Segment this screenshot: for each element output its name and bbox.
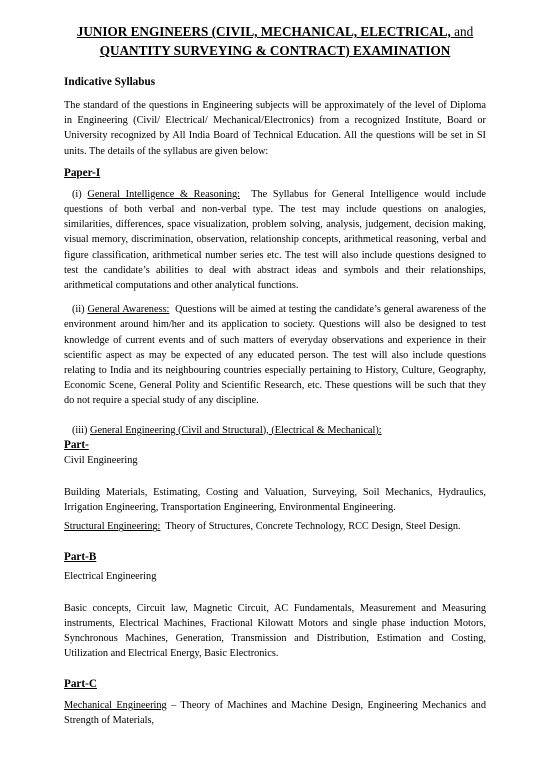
general-awareness-section (64, 302, 486, 408)
partB-heading: Part-B (64, 550, 97, 563)
partB-subject: Electrical Engineering (64, 570, 157, 582)
ga-title: General Awareness: (87, 304, 170, 316)
general-engineering-line (64, 423, 486, 438)
partB-topics: Basic concepts, Circuit law, Magnetic Circuit, AC Fundamentals, Measurement and Measuring instruments, Electrical Machines, Fractional Kilowatt Motors and single phase induction Motors, Synchronous Machines, Generation, Transmission and Distribution, Estimation and Costing, Utilization and Electrical Energy, Basic Electronics. (64, 602, 486, 660)
partC-line (64, 698, 486, 728)
gi-label: (i) (72, 188, 82, 200)
gi-title: General Intelligence & Reasoning: (87, 188, 240, 200)
partC-heading: Part-C (64, 677, 97, 690)
mechanical-title: Mechanical Engineering (64, 699, 167, 711)
partA-heading: Part- (64, 438, 89, 451)
structural-engineering-line (64, 519, 486, 534)
syllabus-intro: The standard of the questions in Engineering subjects will be approximately of the level of Diploma in Engineering (Civil/ Electrical/ Mechanical/Electronics) from a recognized Institute, Board or University recognized by All India Board of Technical Education. All the questions will be set in SI units. The details of the syllabus are given below: (64, 100, 486, 157)
ge-title: General Engineering (Civil and Structural), (Electrical & Mechanical): (90, 424, 382, 436)
structural-title: Structural Engineering: (64, 521, 161, 533)
syllabus-heading: Indicative Syllabus (64, 76, 156, 88)
mechanical-text: – Theory of Machines and Machine Design, Engineering Mechanics and Strength of Materials, (64, 699, 486, 726)
ga-label: (ii) (72, 304, 85, 316)
ga-title-prefix (87, 304, 169, 315)
partA-subject: Civil Engineering (64, 454, 138, 466)
title-line2: QUANTITY SURVEYING & CONTRACT) EXAMINATION (99, 43, 451, 58)
title-line1: JUNIOR ENGINEERS (CIVIL, MECHANICAL, ELECTRICAL, (76, 24, 451, 39)
document-title (60, 22, 490, 60)
structural-text: Theory of Structures, Concrete Technology, RCC Design, Steel Design. (165, 521, 461, 533)
gi-text: The Syllabus for General Intelligence would include questions of both verbal and non-verbal type. The test may include questions on analogies, similarities, differences, space visualization, problem solving, analysis, judgement, decision making, visual memory, discrimination, observation, relationship concepts, arithmetical reasoning, verbal and figure classification, arithmetical number series etc. The test will also include questions designed to test the candidate’s abilities to deal with abstract ideas and symbols and their relationships, arithmetical computations and other analytical functions. (64, 188, 486, 292)
ge-label: (iii) (72, 424, 88, 436)
general-intelligence-section (64, 187, 486, 293)
partA-topics: Building Materials, Estimating, Costing and Valuation, Surveying, Soil Mechanics, Hydraulics, Irrigation Engineering, Transportation Engineering, Environmental Engineering. (64, 487, 486, 514)
title-and: and (454, 24, 474, 39)
ga-text: Questions will be aimed at testing the candidate’s general awareness of the environment around him/her and its application to society. Questions will also be designed to test knowledge of current events and of such matters of everyday observations and experience in their scientific aspect as may be expected of any educated person. The test will also include questions relating to India and its neighbouring countries especially pertaining to History, Culture, Geography, Economic Scene, General Polity and Scientific Research, etc. These questions will be such that they do not require a special study of any discipline. (64, 304, 486, 407)
paper1-heading: Paper-I (64, 166, 101, 179)
